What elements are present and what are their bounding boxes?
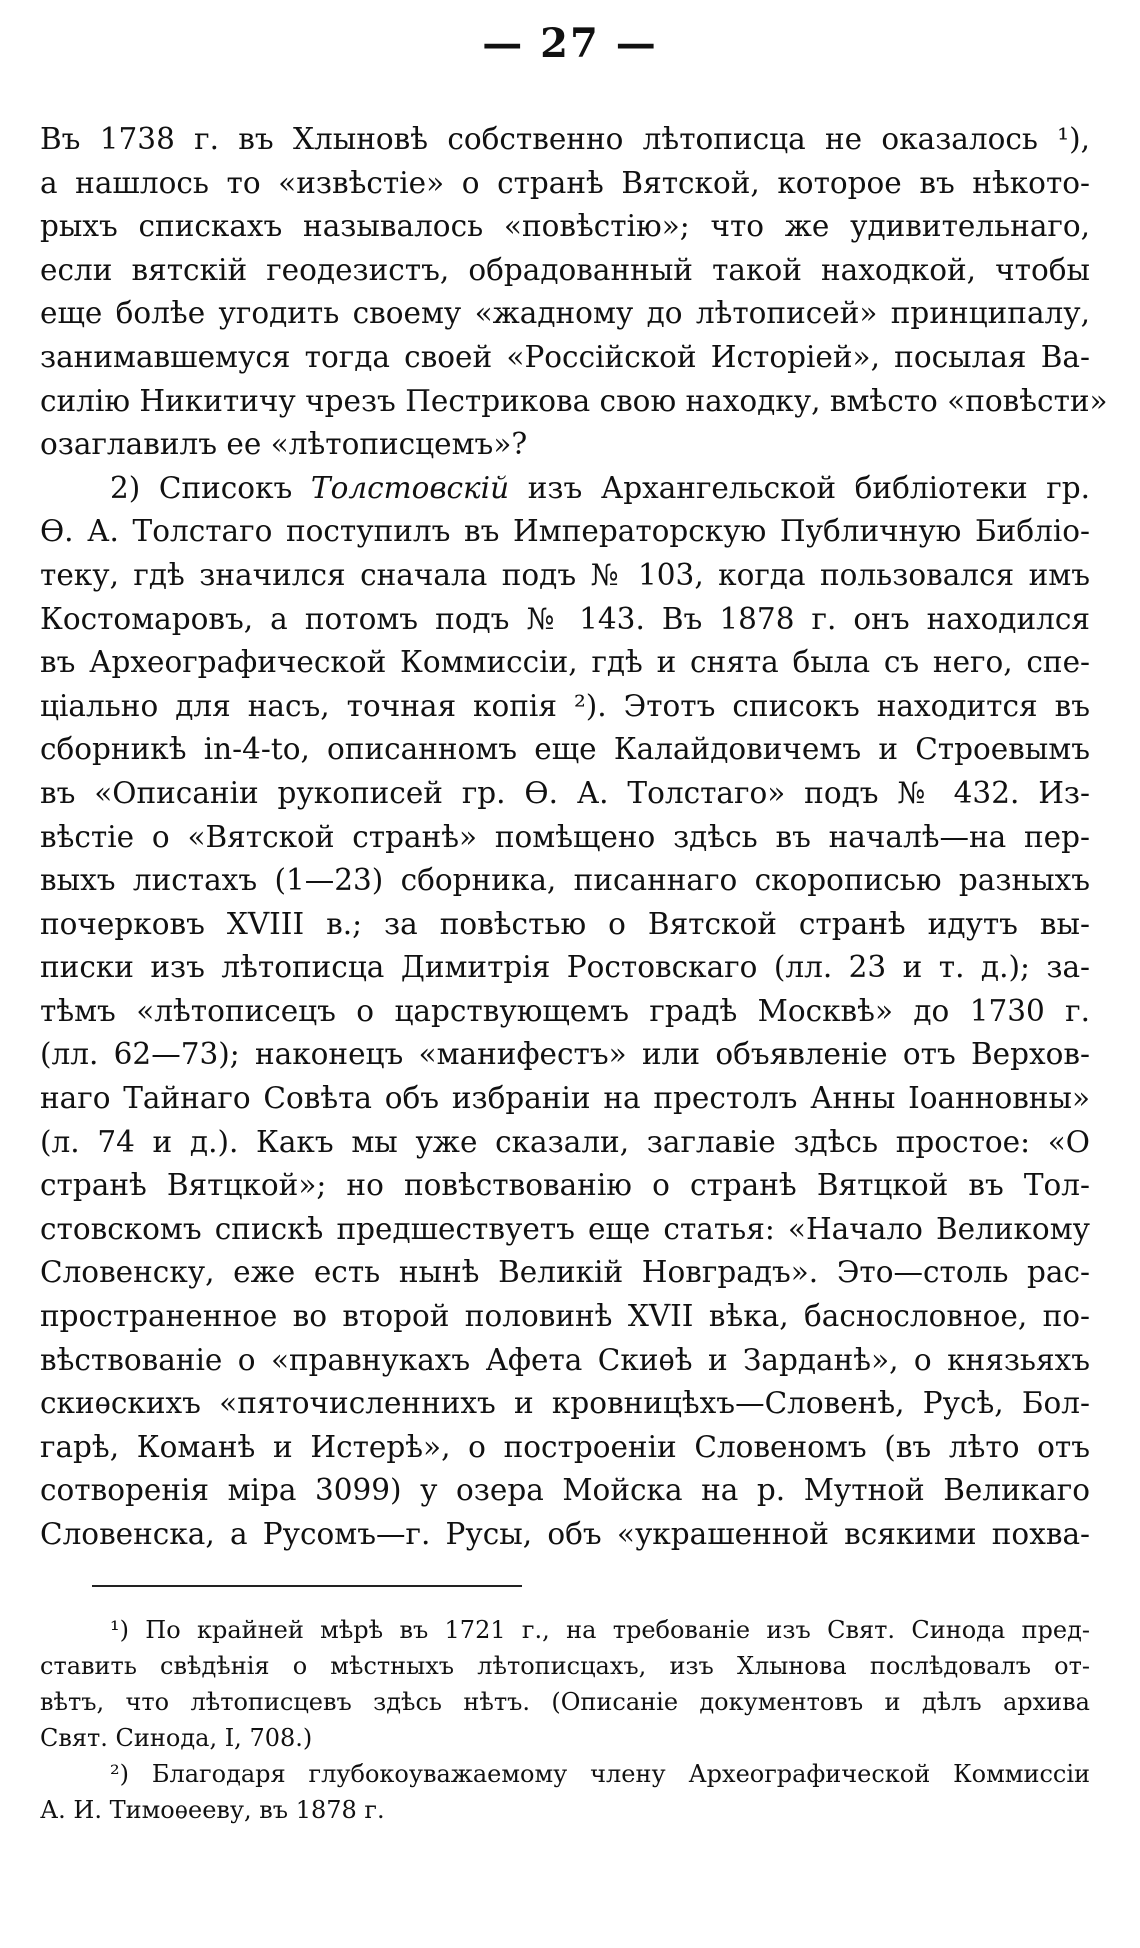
text-line: выхъ листахъ (1—23) сборника, писаннаго скорописью разныхъ	[40, 863, 1090, 898]
footnote-2-line: А. И. Тимоѳееву, въ 1878 г.	[40, 1796, 385, 1824]
text-line: вѣстіе о «Вятской странѣ» помѣщено здѣсь въ началѣ—на пер-	[40, 819, 1090, 854]
text-line: сборникѣ in-4-to, описанномъ еще Калайдовичемъ и Строевымъ	[40, 732, 1090, 767]
text-line: Словенска, а Русомъ—г. Русы, объ «украшенной всякими похва-	[40, 1517, 1090, 1551]
text-line: въ «Описаніи рукописей гр. Ѳ. А. Толстаго» подъ № 432. Из-	[40, 775, 1090, 810]
footnote-2-line: ²) Благодаря глубокоуважаемому члену Археографической Коммиссіи	[110, 1760, 1090, 1788]
text-line: почерковъ XVIII в.; за повѣстью о Вятской странѣ идутъ вы-	[40, 906, 1090, 941]
text-line: пространенное во второй половинѣ XVII вѣка, баснословное, по-	[40, 1299, 1090, 1334]
text-line: вѣствованіе о «правнукахъ Афета Скиѳѣ и Зарданѣ», о князьяхъ	[40, 1342, 1090, 1377]
text-line: занимавшемуся тогда своей «Россійской Исторіей», посылая Ва-	[40, 339, 1090, 374]
text-line: теку, гдѣ значился сначала подъ № 103, когда пользовался имъ	[40, 557, 1090, 592]
text-line: гарѣ, Команѣ и Истерѣ», о построеніи Словеномъ (въ лѣто отъ	[40, 1429, 1090, 1464]
text-line: сотворенія міра 3099) у озера Мойска на р. Мутной Великаго	[40, 1473, 1090, 1508]
footnote-1-line: ¹) По крайней мѣрѣ въ 1721 г., на требованіе изъ Свят. Синода пред-	[110, 1616, 1090, 1644]
text-line: Костомаровъ, а потомъ подъ № 143. Въ 1878 г. онъ находился	[40, 601, 1090, 636]
text-line: ціально для насъ, точная копія ²). Этотъ списокъ находится въ	[40, 688, 1090, 723]
footnote-1-line: ставить свѣдѣнія о мѣстныхъ лѣтописцахъ, изъ Хлынова послѣдовалъ от-	[40, 1652, 1090, 1680]
text-line: писки изъ лѣтописца Димитрія Ростовскаго (лл. 23 и т. д.); за-	[40, 950, 1090, 985]
text-line: а нашлось то «извѣстіе» о странѣ Вятской, которое въ нѣкото-	[40, 165, 1090, 200]
text-line: въ Археографической Коммиссіи, гдѣ и снята была съ него, спе-	[40, 645, 1090, 680]
text-line: стовскомъ спискѣ предшествуетъ еще статья: «Начало Великому	[40, 1211, 1090, 1246]
text-line: тѣмъ «лѣтописецъ о царствующемъ градѣ Москвѣ» до 1730 г.	[40, 993, 1090, 1028]
footnotes	[40, 1612, 1090, 1828]
text-line: странѣ Вятцкой»; но повѣствованію о странѣ Вятцкой въ Тол-	[40, 1168, 1090, 1203]
text-line: Словенску, еже есть нынѣ Великій Новградъ». Это—столь рас-	[40, 1255, 1090, 1290]
text-line: Ѳ. А. Толстаго поступилъ въ Императорскую Публичную Библіо-	[40, 514, 1090, 549]
text-line: наго Тайнаго Совѣта объ избраніи на престолъ Анны Іоанновны»	[40, 1081, 1090, 1116]
italic-title: Толстовскій	[310, 470, 510, 505]
text-line: рыхъ спискахъ называлось «повѣстію»; что же удивительнаго,	[40, 209, 1090, 244]
footnote-1-line: вѣтъ, что лѣтописцевъ здѣсь нѣтъ. (Описаніе документовъ и дѣлъ архива	[40, 1688, 1090, 1716]
text-line: озаглавилъ ее «лѣтописцемъ»?	[40, 427, 528, 462]
text-line: (л. 74 и д.). Какъ мы уже сказали, заглавіе здѣсь простое: «О	[40, 1124, 1090, 1159]
text-line: скиѳскихъ «пяточисленнихъ и кровницѣхъ—Словенѣ, Русѣ, Бол-	[40, 1386, 1090, 1421]
main-text	[40, 118, 1108, 1557]
footnote-1-line: Свят. Синода, I, 708.)	[40, 1724, 313, 1752]
footnote-divider	[92, 1585, 522, 1587]
text-line: 2) Списокъ Толстовскій изъ Архангельской библіотеки гр.	[110, 470, 1090, 505]
text-line: еще болѣе угодить своему «жадному до лѣтописей» принципалу,	[40, 296, 1090, 331]
text-line: Въ 1738 г. въ Хлыновѣ собственно лѣтописца не оказалось ¹),	[40, 122, 1090, 156]
text-line: если вятскій геодезистъ, обрадованный такой находкой, чтобы	[40, 252, 1090, 287]
text-line: (лл. 62—73); наконецъ «манифестъ» или объявленіе отъ Верхов-	[40, 1037, 1090, 1072]
text-line: силію Никитичу чрезъ Пестрикова свою находку, вмѣсто «повѣсти»	[40, 383, 1108, 418]
page-number: — 27 —	[482, 20, 658, 67]
